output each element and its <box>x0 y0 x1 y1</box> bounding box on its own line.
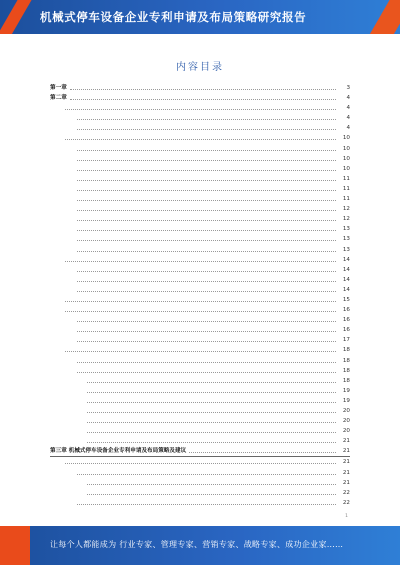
toc-entry-text <box>74 224 75 231</box>
toc-leader-dots <box>87 488 336 495</box>
toc-leader-dots <box>77 468 336 475</box>
toc-leader-dots <box>77 144 336 151</box>
toc-entry-page: 21 <box>342 438 350 445</box>
toc-entry[interactable] <box>50 214 350 224</box>
toc-entry[interactable] <box>50 275 350 285</box>
toc-leader-dots <box>87 406 336 413</box>
toc-entry[interactable] <box>50 478 350 488</box>
toc-entry-text <box>62 133 63 140</box>
header-accent-right <box>361 0 400 34</box>
toc-entry-page: 16 <box>342 327 350 334</box>
toc-entry[interactable] <box>50 436 350 446</box>
table-of-contents <box>50 83 350 508</box>
report-footer <box>0 526 400 565</box>
toc-entry-page: 16 <box>342 317 350 324</box>
toc-entry-page: 19 <box>342 387 350 394</box>
toc-leader-dots <box>65 103 336 110</box>
toc-entry-page: 18 <box>342 357 350 364</box>
toc-entry-page: 11 <box>342 196 350 203</box>
toc-entry-text <box>74 325 75 332</box>
toc-entry-text <box>62 345 63 352</box>
toc-leader-dots <box>77 356 336 363</box>
toc-entry[interactable] <box>50 234 350 244</box>
footer-tagline: 让每个人都能成为 行业专家、管理专家、营销专家、战略专家、成功企业家…… <box>50 540 344 549</box>
toc-entry-text: 第三章 机械式停车设备企业专利申请及布局策略及建议 <box>50 446 187 456</box>
toc-entry-page: 4 <box>346 125 350 132</box>
toc-entry-page: 21 <box>342 448 350 455</box>
toc-entry[interactable] <box>50 315 350 325</box>
toc-entry[interactable] <box>50 133 350 143</box>
toc-entry[interactable] <box>50 224 350 234</box>
toc-entry-page: 16 <box>342 307 350 314</box>
toc-entry-text <box>62 255 63 262</box>
toc-entry-page: 18 <box>342 367 350 374</box>
toc-entry-page: 10 <box>342 135 350 142</box>
toc-leader-dots <box>65 345 336 352</box>
toc-entry-text <box>84 406 85 413</box>
toc-entry-page: 18 <box>342 377 350 384</box>
toc-leader-dots <box>77 194 336 201</box>
toc-entry-text <box>74 498 75 505</box>
footer-accent <box>0 526 30 565</box>
toc-entry-page: 11 <box>342 185 350 192</box>
toc-heading: 内容目录 <box>176 62 224 73</box>
toc-leader-dots <box>87 478 336 485</box>
toc-entry[interactable] <box>50 488 350 498</box>
toc-leader-dots <box>77 275 336 282</box>
page-number: 1 <box>345 514 348 519</box>
toc-leader-dots <box>77 174 336 181</box>
toc-leader-dots <box>77 224 336 231</box>
report-header <box>0 0 400 34</box>
toc-leader-dots <box>77 245 336 252</box>
toc-entry-page: 12 <box>342 216 350 223</box>
toc-leader-dots <box>87 396 336 403</box>
toc-entry[interactable] <box>50 93 350 103</box>
toc-entry[interactable] <box>50 426 350 436</box>
toc-leader-dots <box>87 416 336 423</box>
toc-entry-text <box>62 295 63 302</box>
toc-entry-page: 10 <box>342 145 350 152</box>
toc-entry-text <box>74 234 75 241</box>
toc-entry[interactable] <box>50 144 350 154</box>
toc-entry-text <box>84 488 85 495</box>
toc-entry-page: 4 <box>346 105 350 112</box>
toc-leader-dots <box>77 285 336 292</box>
toc-entry-page: 10 <box>342 155 350 162</box>
toc-leader-dots <box>87 386 336 393</box>
toc-entry[interactable] <box>50 446 350 457</box>
toc-entry-page: 14 <box>342 286 350 293</box>
toc-entry-text <box>74 184 75 191</box>
toc-entry-page: 22 <box>342 489 350 496</box>
toc-entry[interactable] <box>50 265 350 275</box>
toc-entry[interactable] <box>50 123 350 133</box>
toc-entry[interactable] <box>50 498 350 508</box>
toc-leader-dots <box>77 204 336 211</box>
toc-entry-text <box>74 275 75 282</box>
report-title: 机械式停车设备企业专利申请及布局策略研究报告 <box>40 10 307 24</box>
toc-entry-text <box>62 457 63 464</box>
toc-leader-dots <box>77 123 336 130</box>
toc-leader-dots <box>77 265 336 272</box>
toc-entry[interactable] <box>50 457 350 467</box>
toc-entry[interactable] <box>50 194 350 204</box>
toc-entry-page: 21 <box>342 479 350 486</box>
toc-entry-page: 10 <box>342 165 350 172</box>
toc-entry-page: 20 <box>342 428 350 435</box>
toc-entry-text <box>62 305 63 312</box>
toc-entry[interactable] <box>50 184 350 194</box>
toc-leader-dots <box>77 154 336 161</box>
toc-leader-dots <box>77 366 336 373</box>
toc-entry[interactable] <box>50 154 350 164</box>
toc-entry-page: 12 <box>342 206 350 213</box>
toc-entry[interactable] <box>50 113 350 123</box>
toc-leader-dots <box>77 214 336 221</box>
toc-entry-text <box>84 478 85 485</box>
toc-entry-page: 22 <box>342 499 350 506</box>
toc-entry[interactable] <box>50 174 350 184</box>
toc-entry-text <box>74 123 75 130</box>
toc-entry-text <box>74 214 75 221</box>
toc-entry-page: 4 <box>346 95 350 102</box>
toc-entry-text <box>84 426 85 433</box>
toc-entry-text <box>74 315 75 322</box>
toc-leader-dots <box>87 436 336 443</box>
toc-entry[interactable] <box>50 366 350 376</box>
toc-entry[interactable] <box>50 305 350 315</box>
toc-leader-dots <box>87 376 336 383</box>
toc-leader-dots <box>77 184 336 191</box>
toc-entry-page: 21 <box>342 469 350 476</box>
toc-entry-text <box>74 164 75 171</box>
toc-entry-page: 3 <box>346 85 350 91</box>
toc-entry-text <box>84 376 85 383</box>
toc-entry[interactable] <box>50 285 350 295</box>
toc-leader-dots <box>87 426 336 433</box>
toc-entry-text <box>74 366 75 373</box>
toc-entry[interactable] <box>50 468 350 478</box>
toc-entry-text <box>74 144 75 151</box>
toc-entry[interactable] <box>50 396 350 406</box>
toc-leader-dots <box>77 498 336 505</box>
toc-entry-text <box>74 265 75 272</box>
toc-entry-text <box>74 356 75 363</box>
toc-entry-page: 14 <box>342 266 350 273</box>
toc-entry-page: 18 <box>342 347 350 354</box>
toc-leader-dots <box>189 446 336 453</box>
toc-entry[interactable] <box>50 83 350 93</box>
toc-entry-text <box>62 103 63 110</box>
toc-entry-page: 4 <box>346 115 350 122</box>
toc-entry-page: 13 <box>342 236 350 243</box>
toc-entry-text <box>74 468 75 475</box>
toc-entry-page: 13 <box>342 226 350 233</box>
toc-entry[interactable] <box>50 103 350 113</box>
toc-entry[interactable] <box>50 204 350 214</box>
toc-leader-dots <box>70 93 336 100</box>
toc-leader-dots <box>77 164 336 171</box>
toc-leader-dots <box>77 234 336 241</box>
toc-leader-dots <box>77 315 336 322</box>
toc-entry-text <box>74 335 75 342</box>
toc-entry-page: 21 <box>342 459 350 466</box>
header-accent-left <box>0 0 37 34</box>
toc-entry-page: 15 <box>342 296 350 303</box>
toc-entry[interactable] <box>50 356 350 366</box>
toc-entry-text <box>74 245 75 252</box>
toc-entry[interactable] <box>50 376 350 386</box>
toc-leader-dots <box>77 325 336 332</box>
toc-entry-page: 19 <box>342 397 350 404</box>
toc-entry-text <box>84 386 85 393</box>
toc-leader-dots <box>77 113 336 120</box>
toc-leader-dots <box>65 457 336 464</box>
toc-entry-page: 17 <box>342 337 350 344</box>
toc-entry-text: 第一章 <box>50 83 68 93</box>
toc-entry[interactable] <box>50 406 350 416</box>
toc-entry-text <box>74 113 75 120</box>
toc-entry[interactable] <box>50 386 350 396</box>
toc-entry-page: 20 <box>342 418 350 425</box>
toc-entry-page: 11 <box>342 175 350 182</box>
toc-entry[interactable] <box>50 295 350 305</box>
toc-leader-dots <box>77 335 336 342</box>
toc-entry-text <box>74 174 75 181</box>
toc-entry-page: 14 <box>342 256 350 263</box>
toc-entry-page: 13 <box>342 246 350 253</box>
toc-entry-text <box>84 396 85 403</box>
toc-entry-text <box>74 285 75 292</box>
toc-entry-text <box>84 436 85 443</box>
toc-entry[interactable] <box>50 335 350 345</box>
toc-leader-dots <box>65 305 336 312</box>
toc-entry[interactable] <box>50 416 350 426</box>
toc-entry-text <box>74 154 75 161</box>
toc-entry-page: 14 <box>342 276 350 283</box>
toc-leader-dots <box>65 133 336 140</box>
toc-entry[interactable] <box>50 164 350 174</box>
toc-leader-dots <box>65 295 336 302</box>
toc-leader-dots <box>65 255 336 262</box>
toc-entry-text <box>84 416 85 423</box>
toc-entry-text <box>74 194 75 201</box>
toc-entry[interactable] <box>50 245 350 255</box>
toc-entry[interactable] <box>50 345 350 355</box>
toc-entry[interactable] <box>50 325 350 335</box>
toc-leader-dots <box>70 83 336 90</box>
toc-entry[interactable] <box>50 255 350 265</box>
toc-entry-text <box>74 204 75 211</box>
toc-entry-page: 20 <box>342 408 350 414</box>
toc-entry-text: 第二章 <box>50 93 68 103</box>
